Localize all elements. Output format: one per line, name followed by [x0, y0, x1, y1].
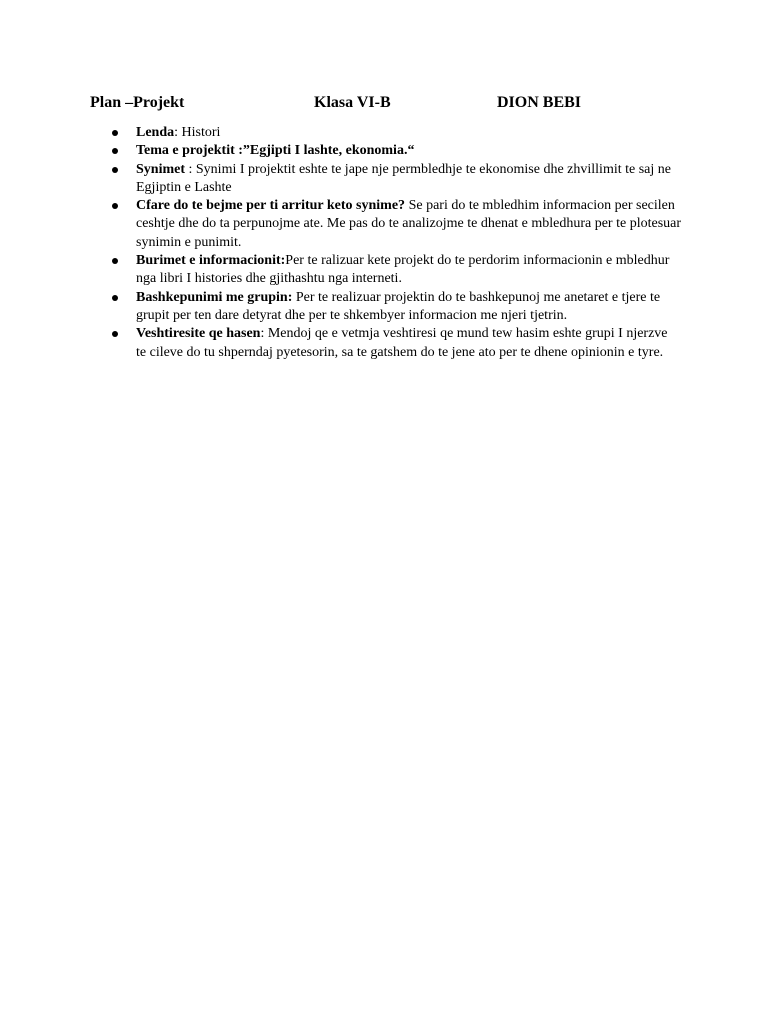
item-label: Lenda	[136, 125, 175, 140]
document-header	[90, 94, 690, 116]
item-label: Veshtiresite qe hasen	[136, 326, 261, 342]
list-item-lenda	[136, 124, 681, 142]
item-label: Tema e projektit :”Egjipti I lashte, ekonomia.“	[136, 143, 415, 159]
list-item-tema	[136, 142, 681, 160]
header-plan-title: Plan –Projekt	[90, 94, 185, 111]
list-item-cfare	[136, 197, 681, 252]
item-label: Bashkepunimi me grupin:	[136, 289, 293, 305]
item-label: Burimet e informacionit:	[136, 253, 286, 269]
item-text: : Histori	[174, 125, 221, 140]
list-item-burimet	[136, 252, 681, 289]
list-item-synimet	[136, 161, 681, 198]
project-plan-list	[136, 124, 681, 362]
item-label: Cfare do te bejme per ti arritur keto synime?	[136, 198, 406, 214]
item-text: Per te ralizuar kete projekt do te perdorim informacionin e mbledhur nga libri I histories dhe gjithashtu nga interneti.	[136, 253, 670, 287]
item-text: Per te realizuar projektin do te bashkepunoj me anetaret e tjere te grupit per ten dare detyrat dhe per te shkembyer informacion me njeri tjetrin.	[136, 289, 661, 323]
item-text: : Mendoj qe e vetmja veshtiresi qe mund tew hasim eshte grupi I njerzve te cileve do tu shperndaj pyetesorin, sa te gatshem do te jene ato per te dhene opinionin e tyre.	[136, 326, 668, 360]
list-item-bashkepunimi	[136, 289, 681, 326]
item-text: : Synimi I projektit eshte te jape nje permbledhje te ekonomise dhe zhvillimit te saj ne Egjiptin e Lashte	[136, 161, 671, 195]
item-text: Se pari do te mbledhim informacion per secilen ceshtje dhe do ta perpunojme ate. Me pas do te analizojme te dhenat e mbledhura per te plotesuar synimin e punimit.	[136, 198, 682, 250]
item-label: Synimet	[136, 161, 185, 177]
header-student-name: DION BEBI	[497, 94, 582, 111]
header-class: Klasa VI-B	[314, 94, 391, 111]
list-item-veshtiresite	[136, 325, 681, 362]
